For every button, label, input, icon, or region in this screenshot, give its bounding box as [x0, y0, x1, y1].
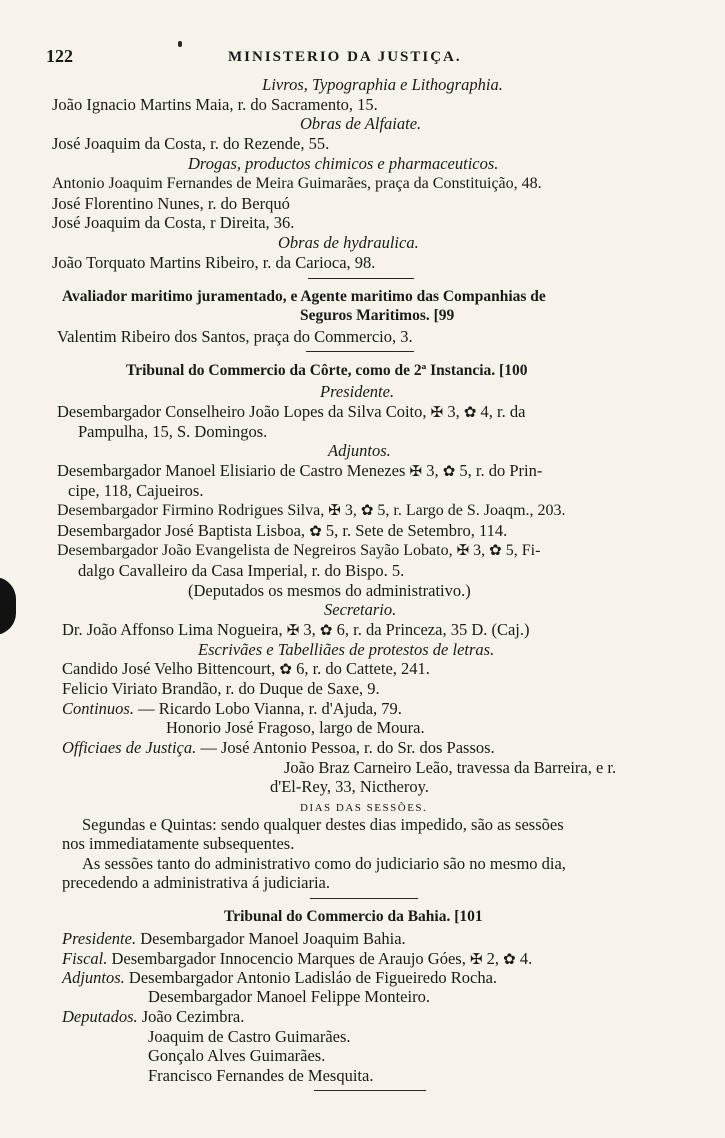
role-heading: Presidente. [320, 382, 395, 401]
list-item: Desembargador João Evangelista de Negreiros Sayão Lobato, ✠ 3, ✿ 5, Fi- [57, 542, 541, 559]
imperial-rose-icon: ✿ [319, 623, 333, 639]
list-item: Dr. João Affonso Lima Nogueira, ✠ 3, ✿ 6, r. da Princeza, 35 D. (Caj.) [62, 620, 530, 639]
running-header: MINISTERIO DA JUSTIÇA. [228, 49, 462, 65]
list-item: João Ignacio Martins Maia, r. do Sacramento, 15. [52, 95, 378, 114]
list-item: Joaquim de Castro Guimarães. [148, 1027, 351, 1046]
ink-blot [0, 577, 16, 635]
list-item: José Joaquim da Costa, r Direita, 36. [52, 213, 295, 232]
imperial-rose-icon: ✿ [279, 662, 292, 678]
list-item: Desembargador José Baptista Lisboa, ✿ 5, r. Sete de Setembro, 114. [57, 521, 508, 540]
list-item: Deputados. João Cezimbra. [62, 1007, 245, 1026]
page-number: 122 [46, 46, 73, 66]
ink-dot [178, 41, 182, 47]
list-item-continuation: João Braz Carneiro Leão, travessa da Barreira, e r. [284, 758, 617, 777]
paragraph-line: nos immediatamente subsequentes. [62, 834, 295, 853]
list-item: Felicio Viriato Brandão, r. do Duque de Saxe, 9. [62, 679, 380, 698]
paragraph-line: precedendo a administrativa á judiciaria. [62, 873, 331, 892]
list-item: Officiaes de Justiça. — José Antonio Pessoa, r. do Sr. dos Passos. [62, 738, 495, 757]
list-item-continuation: cipe, 118, Cajueiros. [68, 481, 204, 500]
imperial-rose-icon: ✿ [442, 464, 456, 480]
imperial-rose-icon: ✿ [309, 524, 322, 540]
cross-of-christ-icon: ✠ [328, 503, 341, 519]
divider [306, 351, 414, 352]
section-heading: Livros, Typographia e Lithographia. [262, 75, 503, 94]
list-item: Desembargador Manoel Felippe Monteiro. [148, 987, 430, 1006]
list-item-continuation: d'El-Rey, 33, Nictheroy. [270, 777, 429, 796]
list-item: Candido José Velho Bittencourt, ✿ 6, r. do Cattete, 241. [62, 659, 430, 678]
cross-of-christ-icon: ✠ [286, 623, 300, 639]
list-item: Presidente. Desembargador Manoel Joaquim Bahia. [62, 929, 406, 948]
list-item: Adjuntos. Desembargador Antonio Ladisláo de Figueiredo Rocha. [62, 968, 498, 987]
list-item: Antonio Joaquim Fernandes de Meira Guimarães, praça da Constituição, 48. [52, 175, 542, 192]
list-item: Continuos. — Ricardo Lobo Vianna, r. d'Ajuda, 79. [62, 699, 402, 718]
role-heading: Adjuntos. [328, 441, 391, 460]
list-item-continuation: Pampulha, 15, S. Domingos. [78, 422, 268, 441]
list-item: Francisco Fernandes de Mesquita. [148, 1066, 374, 1085]
cross-of-christ-icon: ✠ [430, 405, 444, 421]
section-title: Avaliador maritimo juramentado, e Agente maritimo das Companhias de [62, 288, 546, 305]
section-title: Seguros Maritimos. [99 [300, 307, 455, 324]
list-item-continuation: dalgo Cavalleiro da Casa Imperial, r. do Bispo. 5. [78, 561, 405, 580]
imperial-rose-icon: ✿ [463, 405, 477, 421]
imperial-rose-icon: ✿ [360, 503, 374, 519]
list-item: Desembargador Manoel Elisiario de Castro Menezes ✠ 3, ✿ 5, r. do Prin- [57, 461, 543, 480]
list-item: Valentim Ribeiro dos Santos, praça do Commercio, 3. [57, 327, 413, 346]
list-item: José Joaquim da Costa, r. do Rezende, 55. [52, 134, 330, 153]
list-item: Desembargador Firmino Rodrigues Silva, ✠ 3, ✿ 5, r. Largo de S. Joaqm., 203. [57, 502, 566, 519]
cross-of-christ-icon: ✠ [456, 543, 470, 559]
paragraph-line: As sessões tanto do administrativo como do judiciario são no mesmo dia, [82, 854, 566, 873]
section-title: Tribunal do Commercio da Bahia. [101 [224, 908, 483, 925]
divider [308, 278, 414, 279]
paragraph-line: Segundas e Quintas: sendo qualquer destes dias impedido, são as sessões [82, 815, 564, 834]
list-item: Desembargador Conselheiro João Lopes da Silva Coito, ✠ 3, ✿ 4, r. da [57, 402, 526, 421]
section-heading: Obras de hydraulica. [278, 233, 419, 252]
list-item: Honorio José Fragoso, largo de Moura. [166, 718, 425, 737]
subsection-heading: DIAS DAS SESSÕES. [300, 802, 428, 814]
imperial-rose-icon: ✿ [503, 952, 516, 968]
imperial-rose-icon: ✿ [489, 543, 502, 559]
divider [314, 1090, 426, 1091]
role-heading: Secretario. [324, 600, 397, 619]
section-title: Tribunal do Commercio da Côrte, como de 2ª Instancia. [100 [126, 362, 528, 379]
role-heading: Escrivães e Tabelliães de protestos de letras. [198, 640, 495, 659]
section-heading: Drogas, productos chimicos e pharmaceuticos. [188, 154, 499, 173]
list-item: Fiscal. Desembargador Innocencio Marques de Araujo Góes, ✠ 2, ✿ 4. [62, 949, 533, 968]
cross-of-christ-icon: ✠ [409, 464, 423, 480]
divider [310, 898, 418, 899]
section-heading: Obras de Alfaiate. [300, 114, 422, 133]
list-item: Gonçalo Alves Guimarães. [148, 1046, 326, 1065]
note: (Deputados os mesmos do administrativo.) [188, 581, 471, 600]
list-item: João Torquato Martins Ribeiro, r. da Carioca, 98. [52, 253, 376, 272]
list-item: José Florentino Nunes, r. do Berquó [52, 194, 290, 213]
cross-of-christ-icon: ✠ [469, 952, 483, 968]
